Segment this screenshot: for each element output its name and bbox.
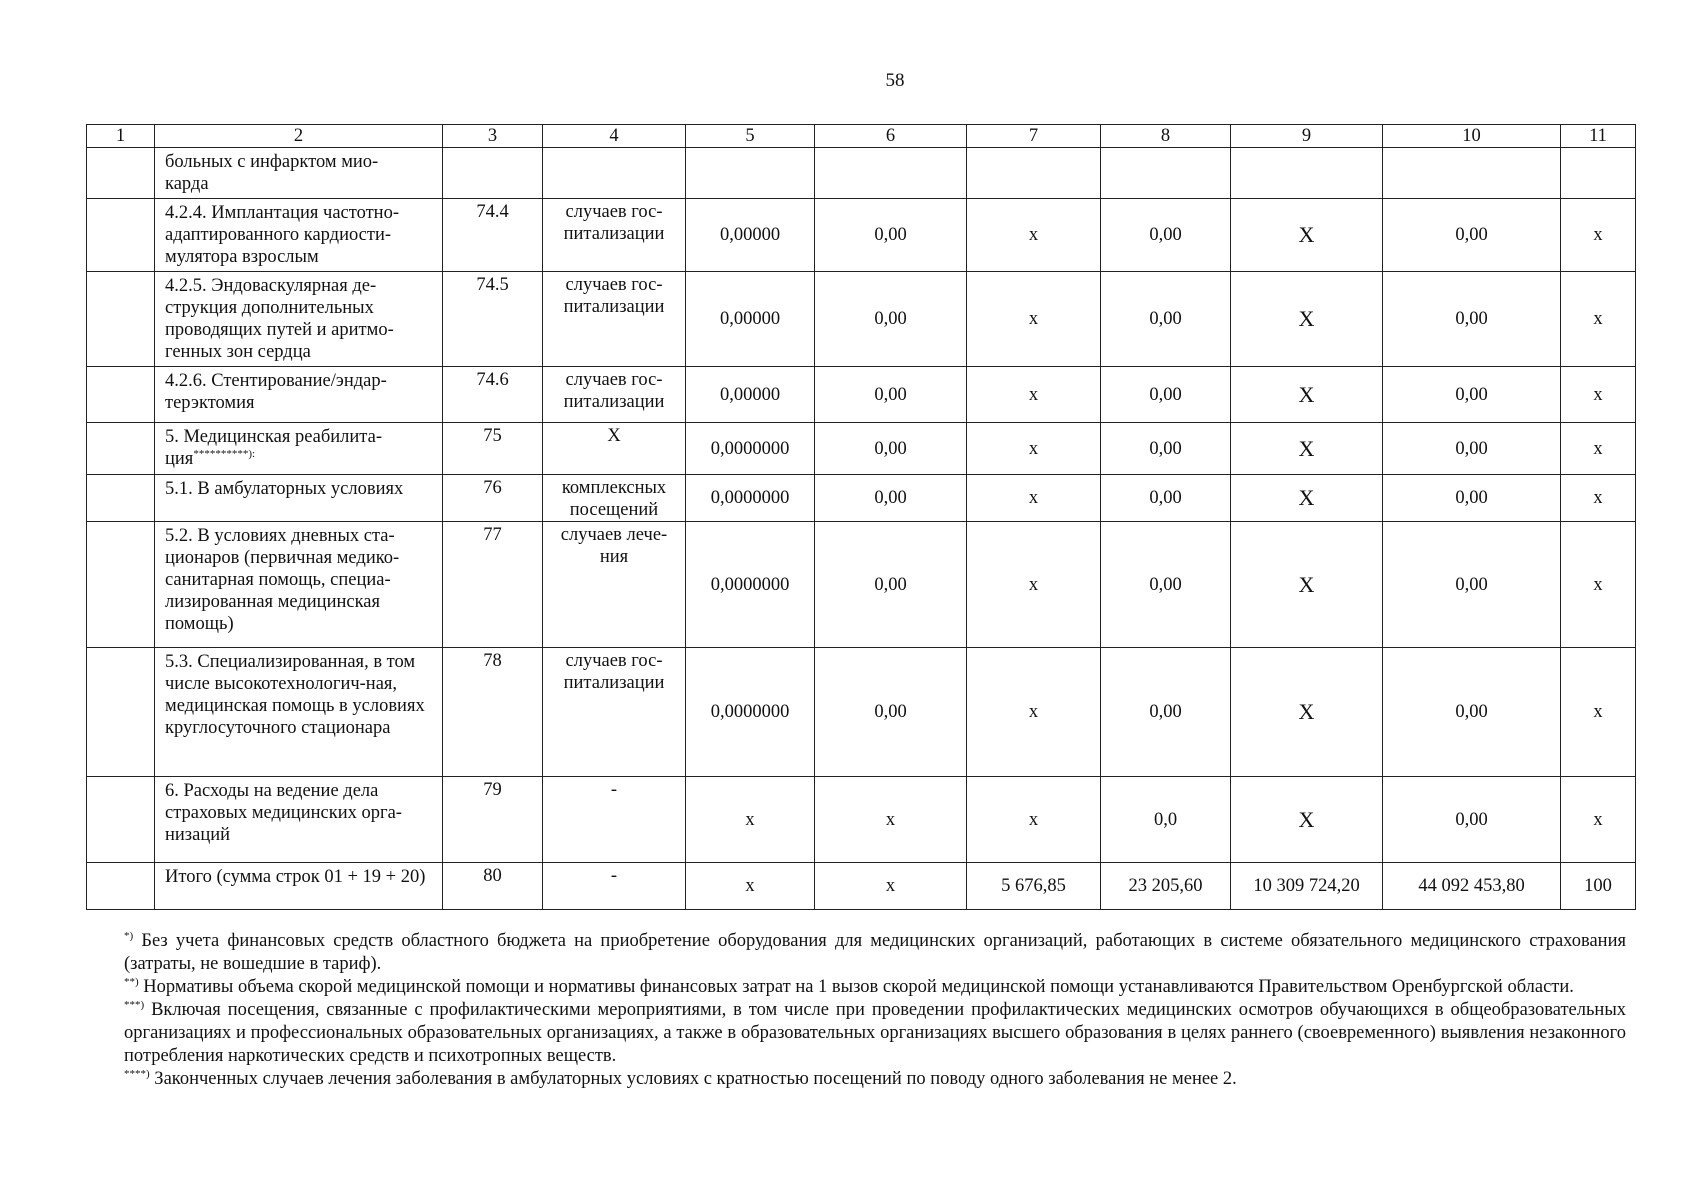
col5-cell: 0,00000 xyxy=(686,199,815,272)
row-name-cell: 4.2.5. Эндоваскулярная де-струкция дополнительных проводящих путей и аритмо-генных зон сердца xyxy=(155,272,443,367)
row-number-cell xyxy=(87,367,155,423)
row-unit-cell: случаев гос-питализации xyxy=(543,272,686,367)
col10-cell: 0,00 xyxy=(1383,777,1561,863)
col11-cell: 100 xyxy=(1561,863,1636,910)
row-number-cell xyxy=(87,648,155,777)
col10-cell: 0,00 xyxy=(1383,423,1561,475)
col8-cell xyxy=(1101,148,1231,199)
row-code-cell: 74.4 xyxy=(443,199,543,272)
footnote-mark: ****) xyxy=(124,1067,150,1080)
header-cell-4: 4 xyxy=(543,125,686,148)
col8-cell: 0,00 xyxy=(1101,367,1231,423)
row-code-cell: 75 xyxy=(443,423,543,475)
col7-cell: х xyxy=(967,199,1101,272)
row-code-cell: 74.6 xyxy=(443,367,543,423)
col10-cell: 0,00 xyxy=(1383,272,1561,367)
row-code-cell: 77 xyxy=(443,522,543,648)
col10-cell: 0,00 xyxy=(1383,475,1561,522)
col6-cell: х xyxy=(815,863,967,910)
col7-cell: х xyxy=(967,522,1101,648)
header-cell-8: 8 xyxy=(1101,125,1231,148)
header-cell-1: 1 xyxy=(87,125,155,148)
col9-cell xyxy=(1231,148,1383,199)
col5-cell: 0,0000000 xyxy=(686,475,815,522)
col5-cell: 0,00000 xyxy=(686,272,815,367)
table-row xyxy=(87,148,1636,199)
col9-cell: Х xyxy=(1231,367,1383,423)
col10-cell: 0,00 xyxy=(1383,367,1561,423)
col11-cell: х xyxy=(1561,199,1636,272)
header-cell-6: 6 xyxy=(815,125,967,148)
row-number-cell xyxy=(87,522,155,648)
col11-cell xyxy=(1561,148,1636,199)
col8-cell: 0,00 xyxy=(1101,648,1231,777)
table-row xyxy=(87,863,1636,910)
col7-cell: х xyxy=(967,272,1101,367)
col10-cell: 0,00 xyxy=(1383,648,1561,777)
row-code-cell: 76 xyxy=(443,475,543,522)
table-row xyxy=(87,199,1636,272)
col9-cell: 10 309 724,20 xyxy=(1231,863,1383,910)
footnote-marker: **********): xyxy=(193,447,256,460)
header-cell-3: 3 xyxy=(443,125,543,148)
header-cell-5: 5 xyxy=(686,125,815,148)
footnote-text: Нормативы объема скорой медицинской помощи и нормативы финансовых затрат на 1 вызов скорой медицинской помощи устанавливаются Правительством Оренбургской области. xyxy=(138,977,1574,997)
col8-cell: 23 205,60 xyxy=(1101,863,1231,910)
col10-cell: 0,00 xyxy=(1383,199,1561,272)
col8-cell: 0,00 xyxy=(1101,475,1231,522)
col9-cell: Х xyxy=(1231,199,1383,272)
col11-cell: х xyxy=(1561,777,1636,863)
row-unit-cell: комплексных посещений xyxy=(543,475,686,522)
table-row xyxy=(87,423,1636,475)
row-code-cell: 74.5 xyxy=(443,272,543,367)
col6-cell: х xyxy=(815,777,967,863)
col5-cell: 0,0000000 xyxy=(686,648,815,777)
col6-cell xyxy=(815,148,967,199)
row-number-cell xyxy=(87,148,155,199)
col10-cell xyxy=(1383,148,1561,199)
col6-cell: 0,00 xyxy=(815,648,967,777)
footnote-text: Законченных случаев лечения заболевания в амбулаторных условиях с кратностью посещений по поводу одного заболевания не менее 2. xyxy=(149,1069,1237,1089)
row-name-cell: 5.1. В амбулаторных условиях xyxy=(155,475,443,522)
table-body xyxy=(87,125,1636,910)
footnote xyxy=(124,999,1626,1068)
footnote xyxy=(124,1068,1626,1091)
row-unit-cell: - xyxy=(543,777,686,863)
col7-cell: х xyxy=(967,777,1101,863)
header-cell-11: 11 xyxy=(1561,125,1636,148)
row-number-cell xyxy=(87,475,155,522)
footnote xyxy=(124,976,1626,999)
header-cell-10: 10 xyxy=(1383,125,1561,148)
header-cell-2: 2 xyxy=(155,125,443,148)
col6-cell: 0,00 xyxy=(815,272,967,367)
data-table xyxy=(86,124,1636,910)
row-unit-cell: случаев лече-ния xyxy=(543,522,686,648)
col7-cell: х xyxy=(967,475,1101,522)
col7-cell: х xyxy=(967,423,1101,475)
footnote-text: Без учета финансовых средств областного бюджета на приобретение оборудования для медицинских организаций, работающих в системе обязательного медицинского страхования (затраты, не вошедшие в тариф). xyxy=(124,931,1626,974)
footnote-text: Включая посещения, связанные с профилактическими мероприятиями, в том числе при проведении профилактических медицинских осмотров обучающихся в общеобразовательных организациях и профессиональных образовательных организациях, а также в образовательных организациях высшего образования в целях раннего (своевременного) выявления незаконного потребления наркотических средств и психотропных веществ. xyxy=(124,1000,1626,1066)
header-cell-7: 7 xyxy=(967,125,1101,148)
col11-cell: х xyxy=(1561,648,1636,777)
row-number-cell xyxy=(87,272,155,367)
col9-cell: Х xyxy=(1231,777,1383,863)
col6-cell: 0,00 xyxy=(815,475,967,522)
footnote xyxy=(124,930,1626,976)
row-code-cell: 78 xyxy=(443,648,543,777)
header-cell-9: 9 xyxy=(1231,125,1383,148)
row-number-cell xyxy=(87,777,155,863)
col8-cell: 0,00 xyxy=(1101,522,1231,648)
footnotes xyxy=(124,930,1626,1091)
col8-cell: 0,0 xyxy=(1101,777,1231,863)
row-name-cell: 5. Медицинская реабилита-ция**********): xyxy=(155,423,443,475)
row-unit-cell: случаев гос-питализации xyxy=(543,648,686,777)
table-row xyxy=(87,367,1636,423)
row-name-cell: 4.2.6. Стентирование/эндар-терэктомия xyxy=(155,367,443,423)
row-unit-cell: - xyxy=(543,863,686,910)
col10-cell: 0,00 xyxy=(1383,522,1561,648)
row-number-cell xyxy=(87,423,155,475)
row-number-cell xyxy=(87,199,155,272)
col11-cell: х xyxy=(1561,367,1636,423)
col5-cell: 0,0000000 xyxy=(686,522,815,648)
table-row xyxy=(87,475,1636,522)
col8-cell: 0,00 xyxy=(1101,199,1231,272)
col7-cell: х xyxy=(967,367,1101,423)
row-name-cell: Итого (сумма строк 01 + 19 + 20) xyxy=(155,863,443,910)
col11-cell: х xyxy=(1561,272,1636,367)
row-name-cell: 4.2.4. Имплантация частотно-адаптированного кардиости-мулятора взрослым xyxy=(155,199,443,272)
col5-cell: х xyxy=(686,863,815,910)
col9-cell: Х xyxy=(1231,475,1383,522)
col10-cell: 44 092 453,80 xyxy=(1383,863,1561,910)
table-row xyxy=(87,648,1636,777)
col7-cell xyxy=(967,148,1101,199)
footnote-mark: **) xyxy=(124,975,139,988)
col11-cell: х xyxy=(1561,475,1636,522)
footnote-mark: ***) xyxy=(124,998,145,1011)
col9-cell: Х xyxy=(1231,522,1383,648)
row-code-cell: 79 xyxy=(443,777,543,863)
col7-cell: х xyxy=(967,648,1101,777)
col9-cell: Х xyxy=(1231,423,1383,475)
col6-cell: 0,00 xyxy=(815,522,967,648)
col6-cell: 0,00 xyxy=(815,367,967,423)
col7-cell: 5 676,85 xyxy=(967,863,1101,910)
col11-cell: х xyxy=(1561,522,1636,648)
table-row xyxy=(87,777,1636,863)
table-row xyxy=(87,522,1636,648)
row-name-cell: 6. Расходы на ведение дела страховых медицинских орга-низаций xyxy=(155,777,443,863)
row-name-cell: 5.3. Специализированная, в том числе высокотехнологич-ная, медицинская помощь в условиях круглосуточного стационара xyxy=(155,648,443,777)
row-unit-cell: случаев гос-питализации xyxy=(543,199,686,272)
row-code-cell xyxy=(443,148,543,199)
col9-cell: Х xyxy=(1231,272,1383,367)
footnote-mark: *) xyxy=(124,929,134,942)
col8-cell: 0,00 xyxy=(1101,272,1231,367)
row-unit-cell: случаев гос-питализации xyxy=(543,367,686,423)
col11-cell: х xyxy=(1561,423,1636,475)
col6-cell: 0,00 xyxy=(815,199,967,272)
header-row xyxy=(87,125,1636,148)
row-unit-cell: Х xyxy=(543,423,686,475)
col9-cell: Х xyxy=(1231,648,1383,777)
col5-cell xyxy=(686,148,815,199)
row-unit-cell xyxy=(543,148,686,199)
col5-cell: 0,0000000 xyxy=(686,423,815,475)
table-row xyxy=(87,272,1636,367)
row-code-cell: 80 xyxy=(443,863,543,910)
row-number-cell xyxy=(87,863,155,910)
col5-cell: х xyxy=(686,777,815,863)
page-number: 58 xyxy=(885,70,905,91)
col5-cell: 0,00000 xyxy=(686,367,815,423)
col6-cell: 0,00 xyxy=(815,423,967,475)
col8-cell: 0,00 xyxy=(1101,423,1231,475)
row-name-cell: больных с инфарктом мио- карда xyxy=(155,148,443,199)
row-name-cell: 5.2. В условиях дневных ста-ционаров (первичная медико-санитарная помощь, специа-лизированная медицинская помощь) xyxy=(155,522,443,648)
